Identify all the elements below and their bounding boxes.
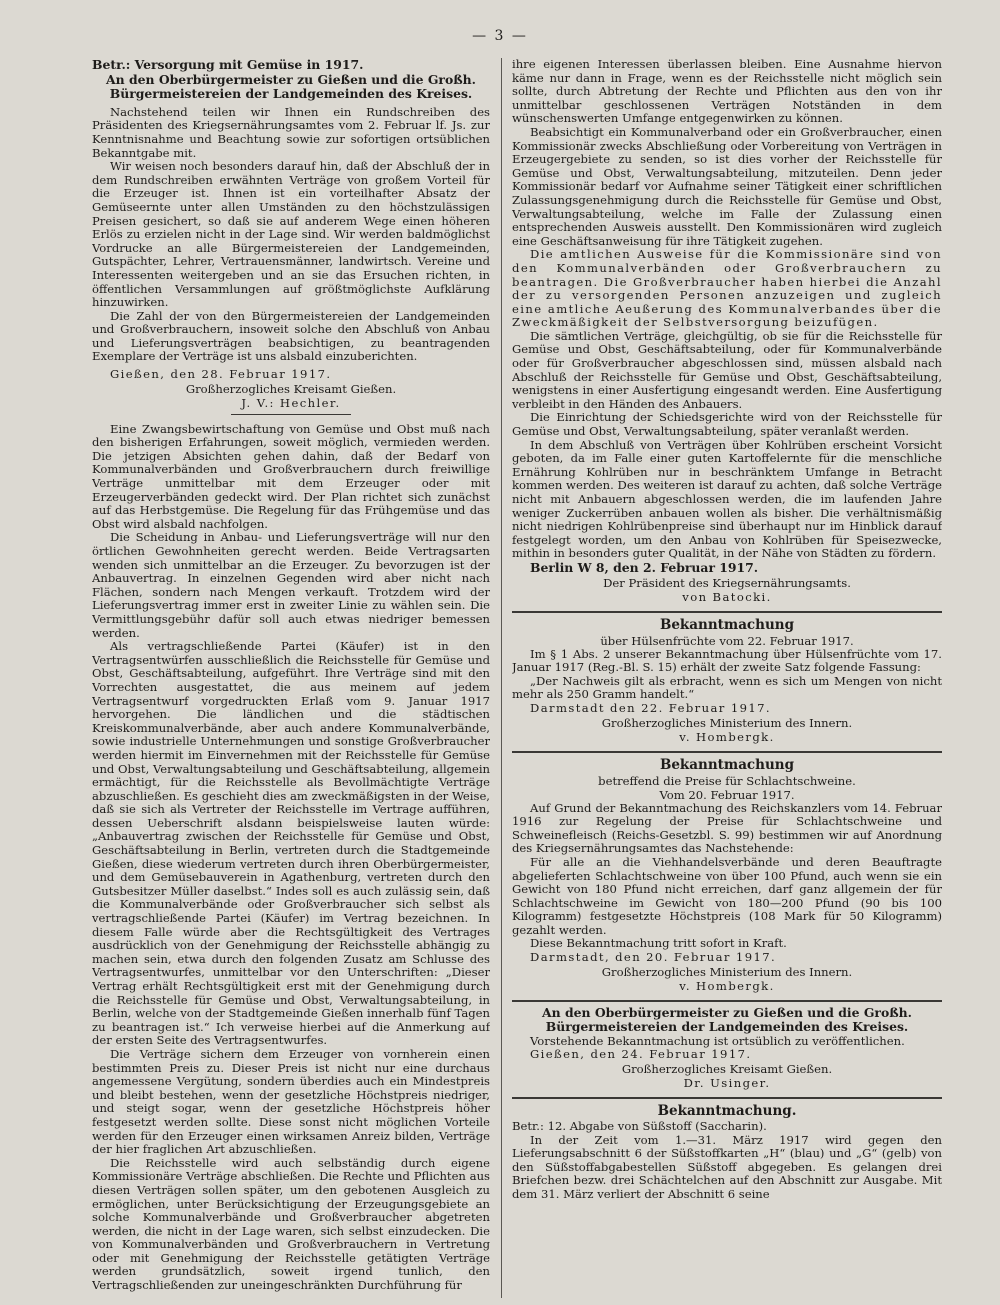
address-heading: An den Oberbürgermeister zu Gießen und die Großh. Bürgermeistereien der Landgemeinden des Kreises. <box>542 1004 912 1035</box>
right-column <box>512 58 942 1298</box>
notice-subtitle: betreffend die Preise für Schlachtschweine. <box>598 773 856 788</box>
paragraph: Die Einrichtung der Schiedsgerichte wird von der Reichsstelle für Gemüse und Obst, Verwaltungsabteilung, später veranlaßt werden. <box>512 410 942 439</box>
signature-name: von Batocki. <box>682 589 772 604</box>
paragraph: Wir weisen noch besonders darauf hin, daß der Abschluß der in dem Rundschreiben erwähnten Verträge von großem Vorteil für die Erzeuger ist. Ihnen ist ein vorteilhafter Absatz der Gemüseernte unter allen Umständen zu den höchstzulässigen Preisen gesichert, so daß sie auf anderem Wege einen höheren Erlös zu erzielen nicht in der Lage sind. Wir werden baldmöglichst Vordrucke an alle Bürgermeistereien der Landgemeinden, Gutspächter, Lehrer, Vertrauensmänner, landwirtsch. Vereine und Interessenten weitergeben und an sie das Ersuchen richten, in öffentlichen Versammlungen auf größtmöglichste Aufklärung hinzuwirken. <box>92 159 490 310</box>
notice-title: Bekanntmachung <box>659 756 795 773</box>
page-number: — 3 — <box>472 28 528 44</box>
paragraph: Im § 1 Abs. 2 unserer Bekanntmachung über Hülsenfrüchte vom 17. Januar 1917 (Reg.-Bl. S. 15) erhält der zweite Satz folgende Fassung: <box>512 646 942 675</box>
paragraph: Vorstehende Bekanntmachung ist ortsüblich zu veröffentlichen. <box>530 1033 905 1048</box>
paragraph: Für alle an die Viehhandelsverbände und deren Beauftragte abgelieferten Schlachtschweine von über 100 Pfund, auch wenn sie ein Gewicht von 180 Pfund nicht erreichen, darf ganz allgemein der für Schlachtschweine im Gewicht von 180—200 Pfund (90 bis 100 Kilogramm) festgesetzte Höchstpreis (108 Mark für 50 Kilogramm) gezahlt werden. <box>512 854 942 937</box>
paragraph: Die Reichsstelle wird auch selbständig durch eigene Kommissionäre Verträge abschließen. Die Rechte und Pflichten aus diesen Verträgen sollen später, um den gebotenen Ausgleich zu ermöglichen, unter Berücksichtigung der Erzeugungsgebiete an solche Kommunalverbände und Großverbraucher abgetreten werden, die nicht in der Lage waren, sich selbst einzudecken. Die von Kommunalverbänden und Großverbrauchern in Vertretung oder mit Genehmigung der Reichsstelle getätigten Verträge werden grundsätzlich, soweit irgend tunlich, den Vertragschließenden zur uneingeschränkten Durchführung für <box>92 1155 490 1293</box>
signature-org: Der Präsident des Kriegsernährungsamts. <box>603 575 851 590</box>
paragraph: Eine Zwangsbewirtschaftung von Gemüse und Obst muß nach den bisherigen Erfahrungen, soweit möglich, vermieden werden. Die jetzigen Absichten gehen dahin, daß der Bedarf von Kommunalverbänden und Großverbrauchern durch freiwillige Verträge unmittelbar mit dem Erzeuger oder mit Erzeugerverbänden gedeckt wird. Der Plan richtet sich zunächst auf das Herbstgemüse. Die Regelung für das Frühgemüse und das Obst wird alsbald nachfolgen. <box>92 421 490 531</box>
date-line: Darmstadt den 22. Februar 1917. <box>530 700 772 715</box>
section-rule <box>512 1097 942 1099</box>
notice-title: Bekanntmachung. <box>657 1103 797 1120</box>
column-divider <box>501 58 502 1298</box>
paragraph: In der Zeit vom 1.—31. März 1917 wird gegen den Lieferungsabschnitt 6 der Süßstoffkarten „H“ (blau) und „G“ (gelb) von den Süßstoffabgabestellen Süßstoff abgegeben. Es gelangen drei Briefchen bezw. drei Schächtelchen auf den Abschnitt zur Ausgabe. Mit dem 31. März verliert der Abschnitt 6 seine <box>512 1132 942 1201</box>
signature-name: Dr. Usinger. <box>683 1076 771 1091</box>
signature-org: Großherzogliches Kreisamt Gießen. <box>185 381 397 396</box>
notice-subtitle: über Hülsenfrüchte vom 22. Februar 1917. <box>600 633 854 648</box>
notice-date: Vom 20. Februar 1917. <box>659 787 795 802</box>
paragraph: Die Verträge sichern dem Erzeuger von vornherein einen bestimmten Preis zu. Dieser Preis ist nicht nur eine durchaus angemessene Vergütung, sondern überdies auch ein Mindestpreis und bleibt bestehen, wenn der gesetzliche Höchstpreis niedriger, und steigt sogar, wenn der gesetzliche Höchstpreis höher festgesetzt werden sollte. Diese sonst nicht möglichen Vorteile werden für den Erzeuger einen wirksamen Anreiz bilden, Verträge der hier fraglichen Art abzuschließen. <box>92 1046 490 1157</box>
paragraph: ihre eigenen Interessen überlassen bleiben. Eine Ausnahme hiervon käme nur dann in Frage, wenn es der Reichsstelle nicht möglich sein sollte, durch Abtretung der Rechte und Pflichten aus den von ihr unmittelbar geschlossenen Verträgen Notständen in dem wünschenswerten Umfange entgegenwirken zu können. <box>512 58 942 126</box>
paragraph: Als vertragschließende Partei (Käufer) ist in den Vertragsentwürfen ausschließlich die Reichsstelle für Gemüse und Obst, Geschäftsabteilung, aufgeführt. Ihre Verträge sind mit den Vorrechten ausgestattet, die aus meinem auf jedem Vertragsentwurf vorgedruckten Erlaß vom 9. Januar 1917 hervorgehen. Die ländlichen und die städtischen Kreiskommunalverbände, aber auch andere Kommunalverbände, sowie industrielle Unternehmungen und sonstige Großverbraucher werden hiermit im Einvernehmen mit der Reichsstelle für Gemüse und Obst, Verwaltungsabteilung und Geschäftsabteilung, allgemein ermächtigt, für die Reichsstelle als Bevollmächtigte Verträge abzuschließen. Es geschieht dies am zweckmäßigsten in der Weise, daß sie sich als Vertreter der Reichsstelle im Vertrage aufführen, dessen Ueberschrift alsdann beispielsweise lauten würde: „Anbauvertrag zwischen der Reichsstelle für Gemüse und Obst, Geschäftsabteilung in Berlin, vertreten durch die Stadtgemeinde Gießen, diese wiederum vertreten durch ihren Oberbürgermeister, und dem Gemüsebauverein in Agathenburg, vertreten durch den Gutsbesitzer Müller daselbst.“ Indes soll es auch zulässig sein, daß die Kommunalverbände oder Großverbraucher sich selbst als vertragschließende Partei (Käufer) im Vertrag bezeichnen. In diesem Falle würde aber die Rechtsgültigkeit des Vertrages ausdrücklich von der Genehmigung der Reichsstelle abhängig zu machen sein, etwa durch den folgenden Zusatz am Schlusse des Vertragsentwurfes, unmittelbar vor den Unterschriften: „Dieser Vertrag erhält Rechtsgültigkeit erst mit der Genehmigung durch die Reichsstelle für Gemüse und Obst, Verwaltungsabteilung, in Berlin, welche von der Stadtgemeinde Gießen innerhalb fünf Tagen zu beantragen ist.“ Ich verweise hierbei auf die Anmerkung auf der ersten Seite des Vertragsentwurfes. <box>92 639 490 1048</box>
address-heading: An den Oberbürgermeister zu Gießen und die Großh. Bürgermeistereien der Landgemeinden des Kreises. <box>106 71 476 102</box>
paragraph: „Der Nachweis gilt als erbracht, wenn es sich um Mengen von nicht mehr als 250 Gramm handelt.“ <box>512 673 942 702</box>
signature-name: J. V.: Hechler. <box>241 395 341 410</box>
date-line: Darmstadt, den 20. Februar 1917. <box>530 950 777 965</box>
subject-line: Betr.: 12. Abgabe von Süßstoff (Saccharin). <box>512 1119 767 1134</box>
paragraph: Beabsichtigt ein Kommunalverband oder ein Großverbraucher, einen Kommissionär zwecks Abschließung oder Vorbereitung von Verträgen in Erzeugergebiete zu senden, so ist dies vorher der Reichsstelle für Gemüse und Obst, Verwaltungsabteilung, mitzuteilen. Denn jeder Kommissionär bedarf vor Aufnahme seiner Tätigkeit einer schriftlichen Zulassungsgenehmigung durch die Reichsstelle für Gemüse und Obst, Verwaltungsabteilung, welche im Falle der Zulassung einen entsprechenden Ausweis ausstellt. Den Kommissionären wird zugleich eine Geschäftsanweisung für ihre Tätigkeit zugehen. <box>512 124 942 248</box>
paragraph: Die Zahl der von den Bürgermeistereien der Landgemeinden und Großverbrauchern, insoweit solche den Abschluß von Anbau und Lieferungsverträgen beabsichtigen, zu beantragenden Exemplare der Verträge ist uns alsbald einzuberichten. <box>92 308 490 364</box>
date-line: Berlin W 8, den 2. Februar 1917. <box>530 559 759 575</box>
section-rule <box>512 1000 942 1002</box>
signature-org: Großherzogliches Ministerium des Innern. <box>601 964 853 979</box>
signature-name: v. Hombergk. <box>679 729 775 744</box>
section-rule <box>512 611 942 613</box>
notice-title: Bekanntmachung <box>659 616 795 633</box>
section-rule <box>512 751 942 753</box>
paragraph: Auf Grund der Bekanntmachung des Reichskanzlers vom 14. Februar 1916 zur Regelung der Preise für Schlachtschweine und Schweinefleisch (Reichs-Gesetzbl. S. 99) bestimmen wir auf Anordnung des Kriegsernährungsamtes das Nachstehende: <box>512 800 942 856</box>
signature-org: Großherzogliches Kreisamt Gießen. <box>621 1062 833 1077</box>
date-line: Gießen, den 24. Februar 1917. <box>530 1047 752 1062</box>
paragraph: Die sämtlichen Verträge, gleichgültig, ob sie für die Reichsstelle für Gemüse und Obst, Geschäftsabteilung, oder für Kommunalverbände oder für Großverbraucher abgeschlossen sind, müssen alsbald nach Abschluß der Reichsstelle für Gemüse und Obst, Geschäftsabteilung, wenigstens in einer Ausfertigung eingesandt werden. Eine Ausfertigung verbleibt in den Händen des Anbauers. <box>512 328 942 411</box>
paragraph: In dem Abschluß von Verträgen über Kohlrüben erscheint Vorsicht geboten, da im Falle einer guten Kartoffelernte für die menschliche Ernährung Kohlrüben nur in beschränktem Umfange in Betracht kommen werden. Des weiteren ist darauf zu achten, daß solche Verträge nicht mit Anbauern abgeschlossen werden, die im laufenden Jahre weniger Zuckerrüben anbauen wollen als bisher. Die verhältnismäßig nicht niedrigen Kohlrübenpreise sind überhaupt nur im Hinblick darauf festgelegt worden, um den Anbau von Kohlrüben für Speisezwecke, mithin in besonders guter Qualität, in der Nähe von Städten zu fördern. <box>512 437 942 561</box>
paragraph: Die amtlichen Ausweise für die Kommissionäre sind von den Kommunalverbänden oder Großverbrauchern zu beantragen. Die Großverbraucher haben hierbei die Anzahl der zu versorgenden Personen anzuzeigen und zugleich eine amtliche Aeußerung des Kommunalverbandes über die Zweckmäßigkeit der Selbstversorgung beizufügen. <box>512 247 942 330</box>
date-line: Gießen, den 28. Februar 1917. <box>110 367 332 382</box>
subject-line: Betr.: Versorgung mit Gemüse in 1917. <box>92 58 364 72</box>
paragraph: Nachstehend teilen wir Ihnen ein Rundschreiben des Präsidenten des Kriegsernährungsamtes vom 2. Februar lf. Js. zur Kenntnisnahme und Beachtung sowie zur sofortigen ortsüblichen Bekanntgabe mit. <box>92 104 490 160</box>
paragraph: Diese Bekanntmachung tritt sofort in Kraft. <box>530 936 787 951</box>
signature-org: Großherzogliches Ministerium des Innern. <box>601 715 853 730</box>
left-column <box>92 58 490 1298</box>
divider <box>231 414 351 415</box>
paragraph: Die Scheidung in Anbau- und Lieferungsverträge will nur den örtlichen Gewohnheiten gerecht werden. Beide Vertragsarten wenden sich unmittelbar an die Erzeuger. Zu bevorzugen ist der Anbauvertrag. In einzelnen Gegenden wird aber nicht nach Flächen, sondern nach Mengen verkauft. Trotzdem wird der Lieferungsvertrag immer erst in zweiter Linie zu wählen sein. Die Vermittlungsgebühr dafür soll auch etwas niedriger bemessen werden. <box>92 530 490 640</box>
signature-name: v. Hombergk. <box>679 978 775 993</box>
